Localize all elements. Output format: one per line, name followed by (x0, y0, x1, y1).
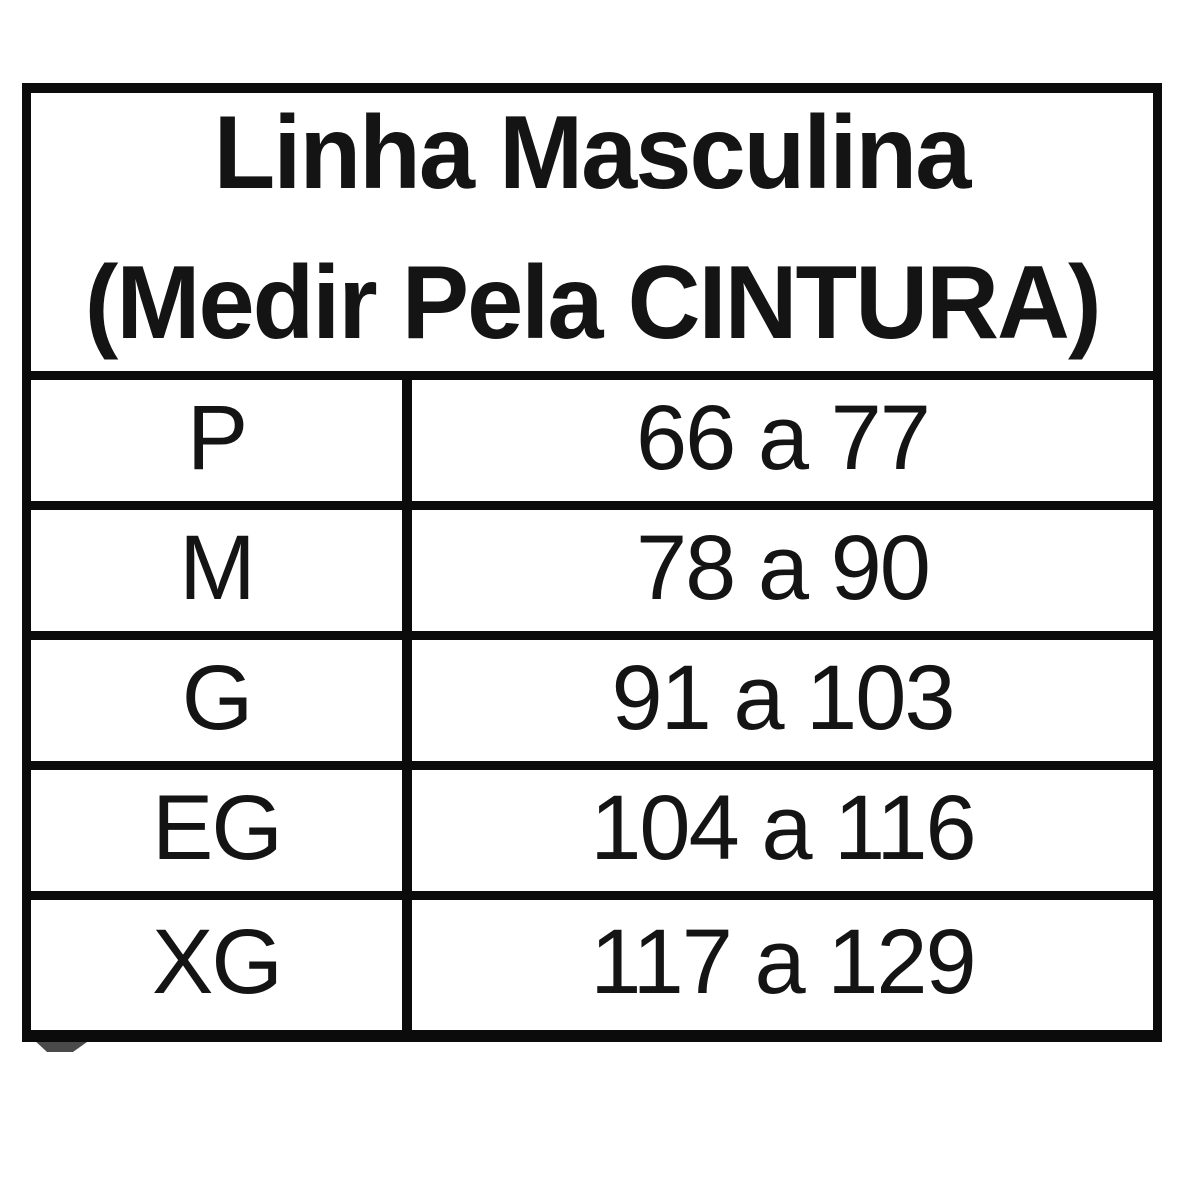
range-cell: 66 a 77 (636, 386, 929, 489)
size-cell: P (31, 380, 412, 501)
range-cell: 78 a 90 (636, 516, 929, 619)
table-header (31, 93, 1153, 380)
size-cell: G (31, 640, 412, 761)
range-cell: 117 a 129 (590, 911, 975, 1013)
size-chart-table (22, 83, 1162, 1042)
table-title-line2: (Medir Pela CINTURA) (84, 245, 1100, 361)
table-row (31, 900, 1153, 1030)
range-cell: 91 a 103 (611, 646, 954, 749)
table-row (31, 640, 1153, 770)
table-row (31, 380, 1153, 510)
table-title-line1: Linha Masculina (214, 95, 970, 211)
size-cell: XG (31, 900, 412, 1030)
size-cell: EG (31, 770, 412, 891)
table-row (31, 510, 1153, 640)
size-cell: M (31, 510, 412, 631)
range-cell: 104 a 116 (590, 776, 975, 879)
scan-artifact (33, 1042, 87, 1052)
table-row (31, 770, 1153, 900)
